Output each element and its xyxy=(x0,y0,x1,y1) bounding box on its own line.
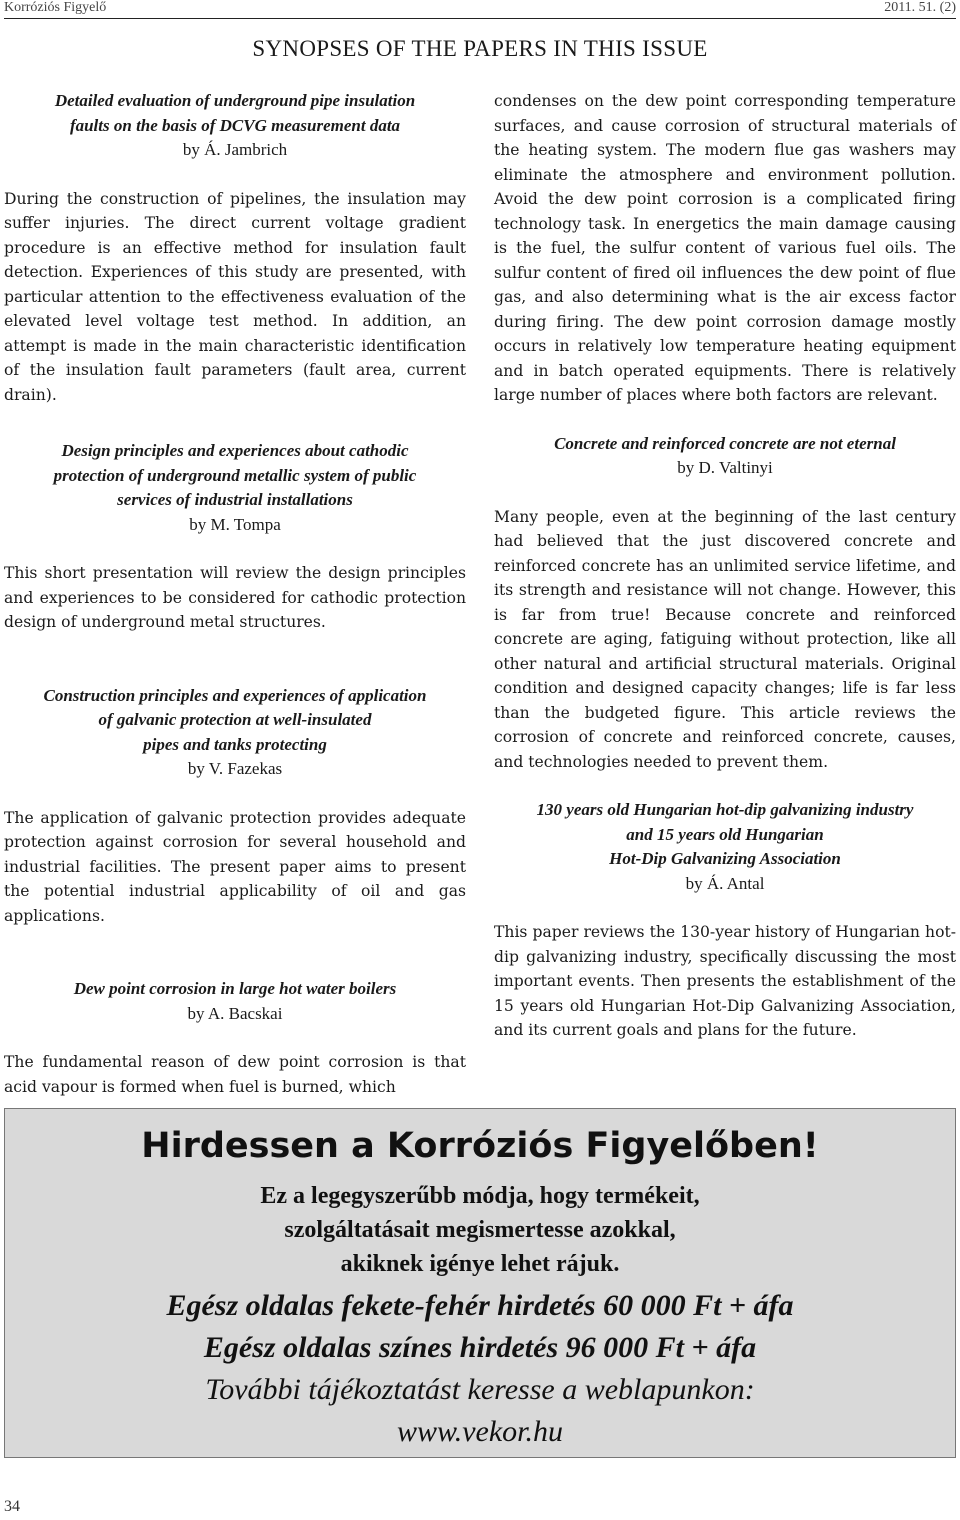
article-title: Design principles and experiences about cathodic protection of underground metallic system of public services of industrial installations xyxy=(53,441,417,509)
ad-headline: Hirdessen a Korróziós Figyelőben! xyxy=(141,1126,819,1166)
article-abstract: During the construction of pipelines, the insulation may suffer injuries. The direct current voltage gradient procedure is an effective method for insulation fault detection. Experiences of this study are presented, with particular attention to the effectiveness evaluation of the elevated level voltage test method. In addition, an attempt is made in the main characteristic identification of the insulation fault parameters (fault area, current drain). xyxy=(4,189,466,404)
article-author: by A. Bacskai xyxy=(187,1003,283,1023)
article-continuation: condenses on the dew point corresponding temperature surfaces, and cause corrosion of structural materials of the heating system. The modern flue gas washers may eliminate the atmosphere and environment pollution. Avoid the dew point corrosion is a complicated firing technology task. In energetics the main damage causing is the fuel, the sulfur content of various fuel oils. The sulfur content of fired oil influences the dew point of flue gas, and also determining what is the air excess factor during firing. The dew point corrosion damage mostly occurs in relatively low temperature heating equipment and in batch operated equipments. There is relatively large number of places where both factors are relevant. xyxy=(494,92,956,404)
journal-name: Korróziós Figyelő xyxy=(4,0,107,15)
right-column xyxy=(494,89,956,1043)
article-title: Dew point corrosion in large hot water boilers xyxy=(73,979,397,998)
article-abstract: Many people, even at the beginning of the last century had believed that the just discovered concrete and reinforced concrete has an unlimited service lifetime, and its strength and resistance will not change. However, this is far from true! Because concrete and reinforced concrete are aging, fatiguing without protection, like all other natural and artificial structural materials. Original condition and designed capacity changes; life is far less than the budgeted figure. This article reviews the corrosion of concrete and reinforced concrete, causes, and technologies needed to prevent them. xyxy=(494,507,956,771)
article-abstract: The application of galvanic protection provides adequate protection against corrosion for several household and industrial facilities. The present paper aims to present the potential industrial applicability of oil and gas applications. xyxy=(4,808,466,925)
ad-price-color: Egész oldalas színes hirdetés 96 000 Ft + áfa xyxy=(203,1331,757,1364)
article-title: Construction principles and experiences of application of galvanic protection at well-insulated pipes and tanks protecting xyxy=(43,685,427,754)
ad-line: Ez a legegyszerűbb módja, hogy termékeit, xyxy=(260,1183,700,1209)
ad-website-link[interactable]: www.vekor.hu xyxy=(396,1415,564,1448)
page-title: SYNOPSES OF THE PAPERS IN THIS ISSUE xyxy=(252,36,708,61)
article-author: by V. Fazekas xyxy=(187,759,283,778)
article-antal xyxy=(494,798,956,1043)
article-bacskai xyxy=(4,977,466,1099)
article-author: by Á. Antal xyxy=(685,873,765,893)
article-author: by Á. Jambrich xyxy=(182,140,288,159)
article-author: by M. Tompa xyxy=(189,514,281,534)
article-title: Concrete and reinforced concrete are not eternal xyxy=(554,433,896,453)
article-abstract: This short presentation will review the design principles and experiences to be considered for cathodic protection design of underground metal structures. xyxy=(4,564,466,631)
article-title: 130 years old Hungarian hot-dip galvanizing industry and 15 years old Hungarian Hot-Dip Galvanizing Association xyxy=(536,800,914,868)
issue-number: 2011. 51. (2) xyxy=(884,0,956,15)
article-fazekas xyxy=(4,684,466,929)
advertisement-box xyxy=(4,1108,956,1458)
page-number: 34 xyxy=(4,1498,20,1515)
left-column xyxy=(4,89,466,1099)
article-abstract: The fundamental reason of dew point corrosion is that acid vapour is formed when fuel is burned, which xyxy=(4,1053,466,1096)
ad-info: További tájékoztatást keresse a weblapunkon: xyxy=(205,1373,755,1406)
article-tompa xyxy=(4,439,466,635)
article-title: Detailed evaluation of underground pipe insulation faults on the basis of DCVG measurement data xyxy=(54,91,416,135)
article-author: by D. Valtinyi xyxy=(677,458,773,477)
running-header xyxy=(4,0,956,19)
ad-line: akiknek igénye lehet rájuk. xyxy=(340,1251,620,1277)
article-valtinyi xyxy=(494,432,956,775)
article-jambrich xyxy=(4,89,466,407)
ad-price-bw: Egész oldalas fekete-fehér hirdetés 60 000 Ft + áfa xyxy=(166,1289,794,1322)
article-abstract: This paper reviews the 130-year history of Hungarian hot-dip galvanizing industry, specifically discussing the most important events. Then presents the establishment of the 15 years old Hungarian Hot-Dip Galvanizing Association, and its current goals and plans for the future. xyxy=(494,923,956,1039)
ad-line: szolgáltatásait megismertesse azokkal, xyxy=(284,1217,676,1243)
